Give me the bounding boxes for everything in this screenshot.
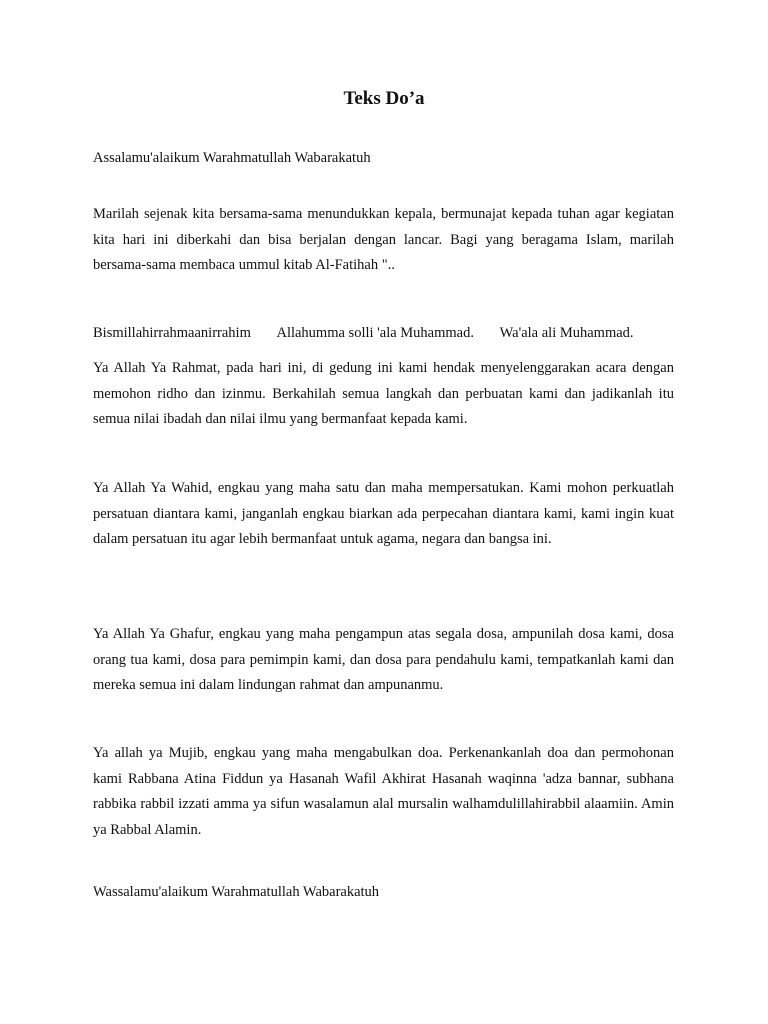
paragraph-ya-rahmat: Ya Allah Ya Rahmat, pada hari ini, di gedung ini kami hendak menyelenggarakan acara dengan memohon ridho dan izinmu. Berkahilah semua langkah dan perbuatan kami dan jadikanlah itu semua nilai ibadah dan nilai ilmu yang bermanfaat kepada kami. <box>93 360 674 427</box>
document-title: Teks Do’a <box>343 88 425 109</box>
bismillah-text: Bismillahirrahmaanirrahim <box>93 325 251 341</box>
opening-greeting: Assalamu'alaikum Warahmatullah Wabarakatuh <box>93 150 371 166</box>
intro-paragraph: Marilah sejenak kita bersama-sama menundukkan kepala, bermunajat kepada tuhan agar kegiatan kita hari ini diberkahi dan bisa berjalan dengan lancar. Bagi yang beragama Islam, marilah bersama-sama membaca ummul kitab Al-Fatihah ".. <box>93 206 674 273</box>
salawat-text: Allahumma solli 'ala Muhammad. <box>276 325 474 341</box>
paragraph-ya-ghafur: Ya Allah Ya Ghafur, engkau yang maha pengampun atas segala dosa, ampunilah dosa kami, dosa orang tua kami, dosa para pemimpin kami, dan dosa para pendahulu kami, tempatkanlah kami dan mereka semua ini dalam lindungan rahmat dan ampunanmu. <box>93 626 674 693</box>
paragraph-ya-wahid: Ya Allah Ya Wahid, engkau yang maha satu dan maha mempersatukan. Kami mohon perkuatlah persatuan diantara kami, janganlah engkau biarkan ada perpecahan diantara kami, kami ingin kuat dalam persatuan itu agar lebih bermanfaat untuk agama, negara dan bangsa ini. <box>93 480 674 547</box>
bismillah-line <box>93 321 674 347</box>
paragraph-ya-mujib: Ya allah ya Mujib, engkau yang maha mengabulkan doa. Perkenankanlah doa dan permohonan kami Rabbana Atina Fiddun ya Hasanah Wafil Akhirat Hasanah waqinna 'adza bannar, subhana rabbika rabbil izzati amma ya sifun wasalamun alal mursalin walhamdulillahirabbil alaamiin. Amin ya Rabbal Alamin. <box>93 745 674 838</box>
closing-greeting: Wassalamu'alaikum Warahmatullah Wabarakatuh <box>93 884 380 900</box>
salawat-ali-text: Wa'ala ali Muhammad. <box>499 325 634 341</box>
